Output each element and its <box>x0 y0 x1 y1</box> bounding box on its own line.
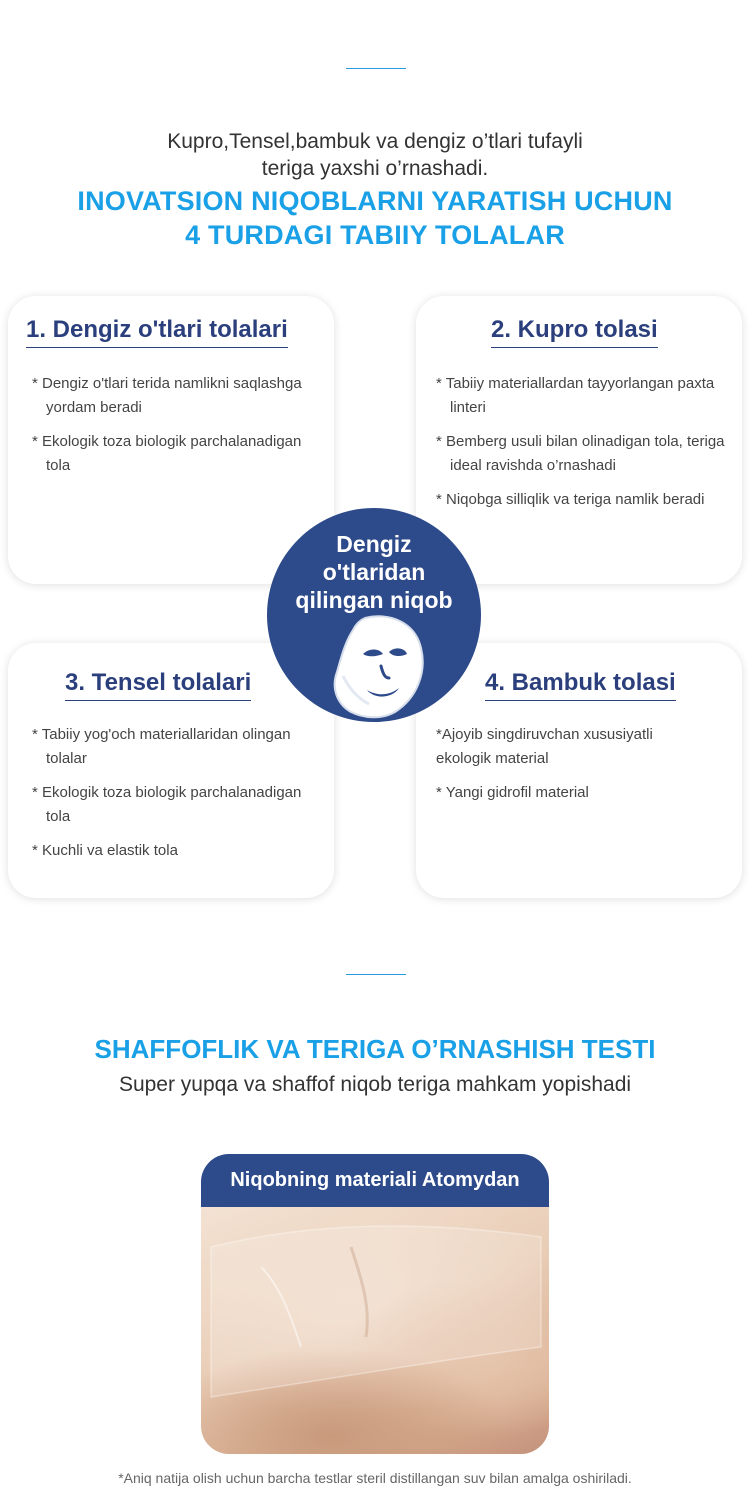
intro-heading-2: 4 TURDAGI TABIIY TOLALAR <box>185 220 565 250</box>
badge-line-3: qilingan niqob <box>295 587 453 613</box>
footnote: *Aniq natija olish uchun barcha testlar steril distillangan suv bilan amalga oshiriladi. <box>118 1470 632 1486</box>
card-title: 1. Dengiz o'tlari tolalari <box>26 316 288 348</box>
card-title: 4. Bambuk tolasi <box>485 669 676 701</box>
list-item: * Yangi gidrofil material <box>436 784 589 801</box>
intro-line-2: teriga yaxshi o’rnashadi. <box>261 157 489 180</box>
middle-divider <box>346 974 406 975</box>
fiber-card-tencel <box>8 643 334 898</box>
list-item: * Dengiz o'tlari terida namlikni saqlashga yordam beradi <box>32 375 302 416</box>
seaweed-mask-badge <box>267 508 481 722</box>
hand-with-mask-image <box>201 1207 549 1454</box>
mask-sheet-overlay <box>201 1207 549 1454</box>
mask-test-photo <box>201 1154 549 1454</box>
list-item: * Tabiiy materiallardan tayyorlangan paxta linteri <box>436 375 715 416</box>
intro-block <box>0 128 750 252</box>
card-list <box>32 723 324 873</box>
card-list <box>436 723 732 815</box>
list-item: * Tabiiy yog'och materiallaridan olingan tolalar <box>32 726 291 767</box>
test-section-header <box>0 1034 750 1097</box>
fiber-card-bamboo <box>416 643 742 898</box>
list-item: * Kuchli va elastik tola <box>32 842 178 859</box>
top-divider <box>346 68 406 69</box>
list-item: *Ajoyib singdiruvchan xususiyatli ekologik material <box>436 726 653 767</box>
badge-line-1: Dengiz <box>336 531 412 557</box>
test-heading: SHAFFOFLIK VA TERIGA O’RNASHISH TESTI <box>94 1034 656 1064</box>
list-item: * Ekologik toza biologik parchalanadigan tola <box>32 784 302 825</box>
card-title: 2. Kupro tolasi <box>491 316 658 348</box>
card-list <box>436 372 734 522</box>
list-item: * Bemberg usuli bilan olinadigan tola, teriga ideal ravishda o’rnashadi <box>436 433 725 474</box>
list-item: * Niqobga silliqlik va teriga namlik beradi <box>436 491 705 508</box>
badge-text <box>267 530 481 614</box>
test-subheading: Super yupqa va shaffof niqob teriga mahkam yopishadi <box>118 1073 632 1096</box>
card-title: 3. Tensel tolalari <box>65 669 251 701</box>
card-list <box>32 372 324 488</box>
badge-line-2: o'tlaridan <box>322 559 426 585</box>
intro-heading-1: INOVATSION NIQOBLARNI YARATISH UCHUN <box>77 186 673 216</box>
list-item: * Ekologik toza biologik parchalanadigan tola <box>32 433 302 474</box>
face-mask-icon <box>323 612 433 722</box>
intro-line-1: Kupro,Tensel,bambuk va dengiz o’tlari tufayli <box>167 130 583 153</box>
photo-caption: Niqobning materiali Atomydan <box>201 1154 549 1207</box>
